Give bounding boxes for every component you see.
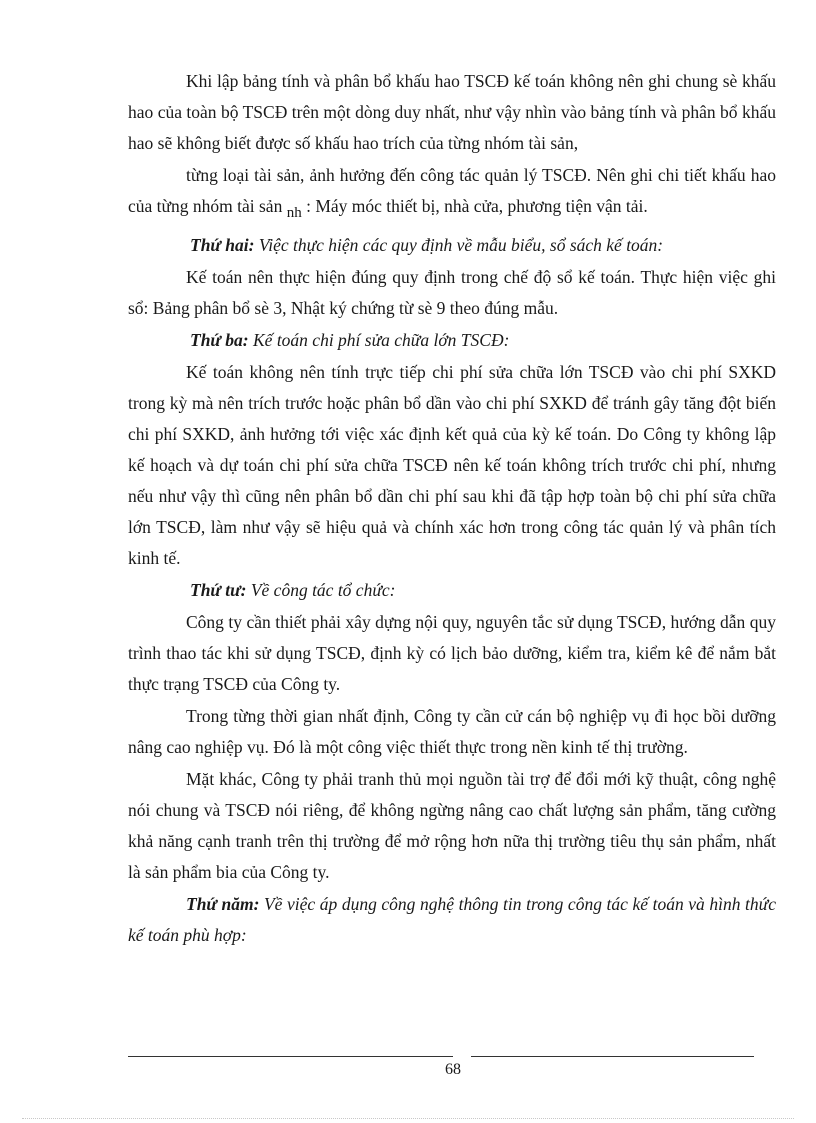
- page-number: 68: [445, 1061, 461, 1078]
- page-edge-divider: [22, 1118, 794, 1119]
- subscript-abbreviation: nh: [286, 205, 302, 221]
- paragraph-text: từng loại tài sản, ảnh hưởng đến công tác quản lý TSCĐ. Nên ghi chi tiết khấu hao của từng nhóm tài sản: [128, 165, 776, 216]
- footer-rule-right: [471, 1056, 754, 1057]
- footer-rule-left: [128, 1056, 453, 1057]
- document-body: [128, 66, 776, 952]
- heading-text: Kế toán chi phí sửa chữa lớn TSCĐ:: [248, 330, 510, 350]
- heading-third: [128, 325, 776, 357]
- heading-label: Thứ năm:: [186, 894, 260, 914]
- heading-text: Việc thực hiện các quy định về mẫu biểu, sổ sách kế toán:: [254, 235, 664, 255]
- paragraph-regulations: Công ty cần thiết phải xây dựng nội quy, nguyên tắc sử dụng TSCĐ, hướng dẫn quy trình thao tác khi sử dụng TSCĐ, định kỳ có lịch bảo dưỡng, kiểm tra, kiểm kê để nắm bắt thực trạng TSCĐ của Công ty.: [128, 612, 776, 694]
- paragraph-training: Trong từng thời gian nhất định, Công ty cần cử cán bộ nghiệp vụ đi học bồi dưỡng nâng cao nghiệp vụ. Đó là một công việc thiết thực trong nền kinh tế thị trường.: [128, 706, 776, 757]
- paragraph-text: : Máy móc thiết bị, nhà cửa, phương tiện vận tải.: [301, 196, 648, 216]
- paragraph-depreciation-table: Khi lập bảng tính và phân bổ khấu hao TSCĐ kế toán không nên ghi chung sè khấu hao của toàn bộ TSCĐ trên một dòng duy nhất, như vậy nhìn vào bảng tính và phân bổ khấu hao sẽ không biết được số khấu hao trích của từng nhóm tài sản,: [128, 71, 776, 153]
- paragraph-bookkeeping: Kế toán nên thực hiện đúng quy định trong chế độ sổ kế toán. Thực hiện việc ghi sổ: Bảng phân bổ sè 3, Nhật ký chứng từ sè 9 theo đúng mẫu.: [128, 267, 776, 318]
- heading-text: Về việc áp dụng công nghệ thông tin trong công tác kế toán và hình thức kế toán phù hợp:: [128, 894, 776, 945]
- paragraph-repair-costs: Kế toán không nên tính trực tiếp chi phí sửa chữa lớn TSCĐ vào chi phí SXKD trong kỳ mà nên trích trước hoặc phân bổ dần vào chi phí SXKD để tránh gây tăng đột biến chi phí SXKD, ảnh hưởng tới việc xác định kết quả của kỳ kế toán. Do Công ty không lập kế hoạch và dự toán chi phí sửa chữa TSCĐ nên kế toán không trích trước chi phí, nhưng nếu như vậy thì cũng nên phân bổ dần chi phí sau khi đã tập hợp toàn bộ chi phí sửa chữa lớn TSCĐ, làm như vậy sẽ hiệu quả và chính xác hơn trong công tác quản lý và phân tích kinh tế.: [128, 362, 776, 568]
- heading-label: Thứ ba:: [190, 330, 249, 350]
- heading-label: Thứ tư:: [190, 580, 247, 600]
- heading-fourth: [128, 575, 776, 607]
- heading-text: Về công tác tổ chức:: [246, 580, 396, 600]
- heading-fifth: [128, 889, 776, 952]
- heading-second: [128, 230, 776, 262]
- paragraph-innovation: Mặt khác, Công ty phải tranh thủ mọi nguồn tài trợ để đổi mới kỹ thuật, công nghệ nói chung và TSCĐ nói riêng, để không ngừng nâng cao chất lượng sản phẩm, tăng cường khả năng cạnh tranh trên thị trường để mở rộng hơn nữa thị trường tiêu thụ sản phẩm, nhất là sản phẩm bia của Công ty.: [128, 769, 776, 882]
- paragraph-depreciation-detail: [128, 160, 776, 230]
- heading-label: Thứ hai:: [190, 235, 255, 255]
